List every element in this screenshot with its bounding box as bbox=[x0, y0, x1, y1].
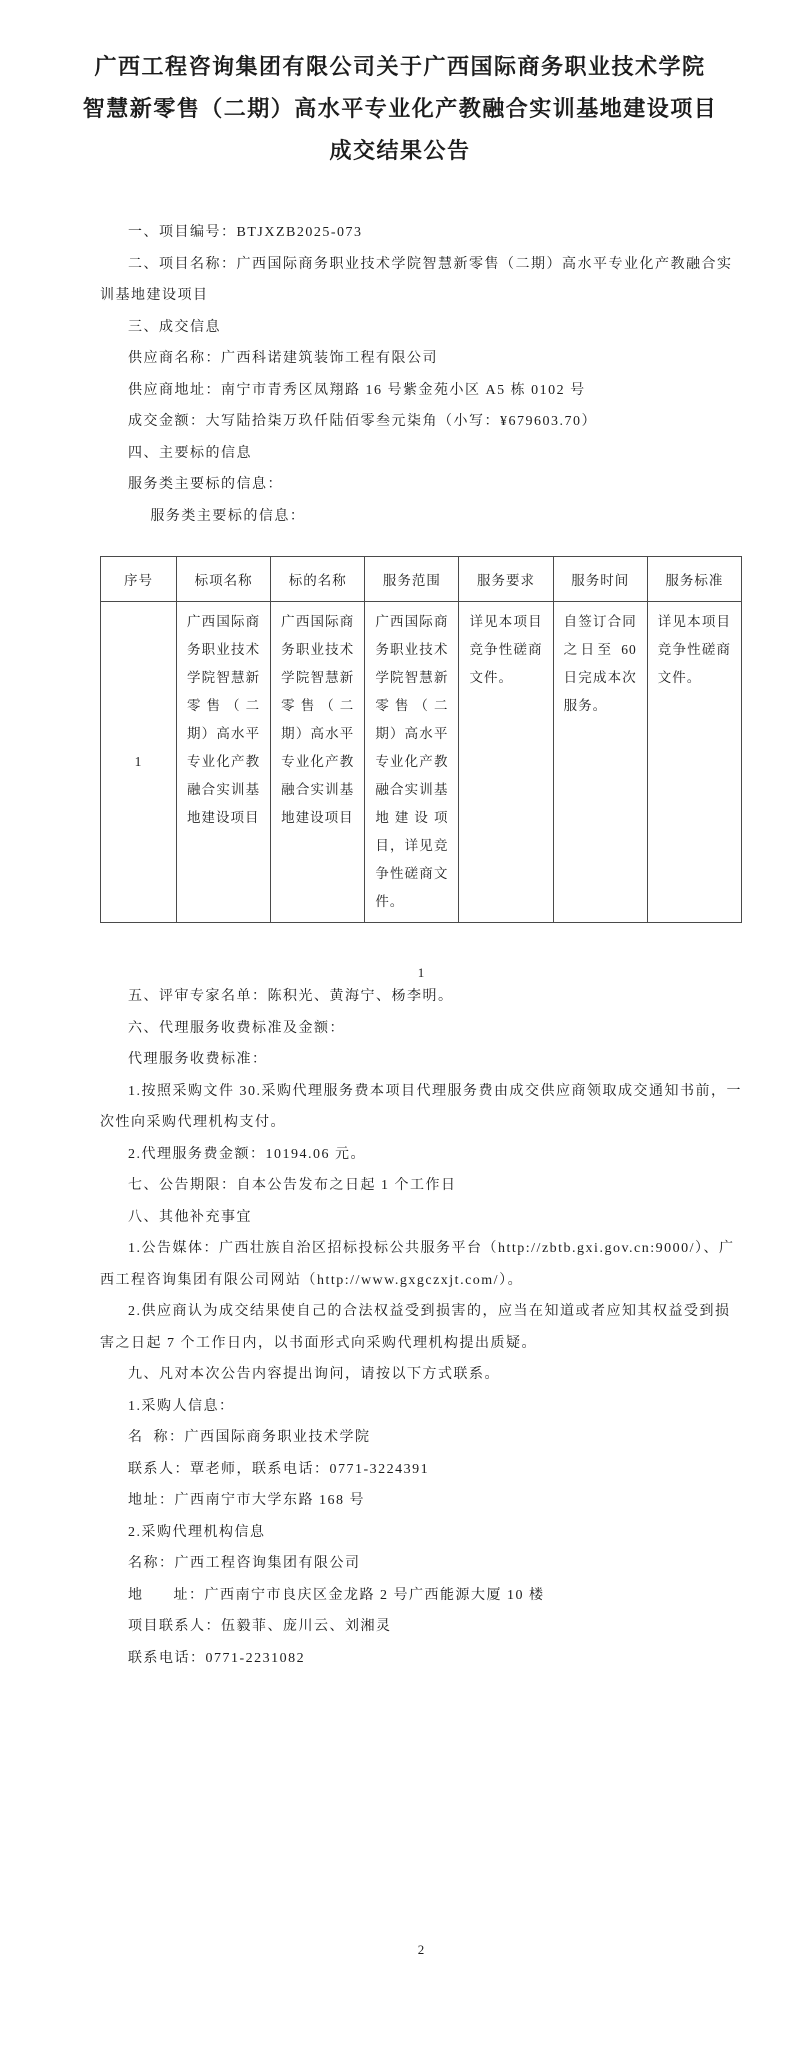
para-subject-heading: 四、主要标的信息 bbox=[128, 445, 252, 461]
para-purchaser-contact: 联系人：覃老师，联系电话：0771-3224391 bbox=[128, 1461, 430, 1477]
table-header-row bbox=[101, 557, 742, 602]
para-purchaser-name: 名 称：广西国际商务职业技术学院 bbox=[128, 1430, 371, 1445]
para-fee-item-1: 1.按照采购文件 30.采购代理服务费本项目代理服务费由成交供应商领取成交通知书前，一次性向采购代理机构支付。 bbox=[100, 1083, 742, 1130]
para-contact-heading: 九、凡对本次公告内容提出询问，请按以下方式联系。 bbox=[128, 1367, 500, 1382]
para-agency-phone: 联系电话：0771-2231082 bbox=[128, 1650, 306, 1666]
document-body bbox=[100, 217, 742, 1958]
cell-service-time: 自签订合同之日至 60 日完成本次服务。 bbox=[553, 602, 647, 923]
para-deal-info-heading: 三、成交信息 bbox=[128, 319, 221, 335]
col-header-service-standard: 服务标准 bbox=[647, 557, 741, 602]
para-deal-amount: 成交金额：大写陆拾柒万玖仟陆佰零叁元柒角（小写：¥679603.70） bbox=[128, 414, 597, 429]
document-title bbox=[0, 46, 800, 172]
para-agency-name: 名称：广西工程咨询集团有限公司 bbox=[128, 1556, 361, 1571]
cell-service-standard: 详见本项目竞争性磋商文件。 bbox=[647, 602, 741, 923]
para-fee-item-2: 2.代理服务费金额：10194.06 元。 bbox=[128, 1146, 366, 1162]
para-supplier-address: 供应商地址：南宁市青秀区凤翔路 16 号紫金苑小区 A5 栋 0102 号 bbox=[128, 382, 586, 398]
page-number-2: 2 bbox=[417, 1942, 425, 1957]
para-project-name: 二、项目名称：广西国际商务职业技术学院智慧新零售（二期）高水平专业化产教融合实训基地建设项目 bbox=[100, 256, 733, 303]
para-fee-standard-label: 代理服务收费标准： bbox=[128, 1052, 268, 1067]
title-line-1: 广西工程咨询集团有限公司关于广西国际商务职业技术学院 bbox=[94, 54, 706, 79]
para-announcement-period: 七、公告期限：自本公告发布之日起 1 个工作日 bbox=[128, 1178, 457, 1193]
para-purchaser-label: 1.采购人信息： bbox=[128, 1398, 235, 1414]
col-header-service-time: 服务时间 bbox=[553, 557, 647, 602]
cell-seq: 1 bbox=[101, 602, 177, 923]
col-header-service-requirement: 服务要求 bbox=[459, 557, 553, 602]
para-purchaser-address: 地址：广西南宁市大学东路 168 号 bbox=[128, 1493, 365, 1508]
para-agency-label: 2.采购代理机构信息 bbox=[128, 1524, 266, 1540]
page-number-1: 1 bbox=[417, 965, 425, 980]
para-agency-address: 地 址：广西南宁市良庆区金龙路 2 号广西能源大厦 10 楼 bbox=[128, 1587, 545, 1603]
para-agency-fee-heading: 六、代理服务收费标准及金额： bbox=[128, 1020, 345, 1036]
subject-info-table bbox=[100, 556, 742, 923]
para-media-item: 1.公告媒体：广西壮族自治区招标投标公共服务平台（http://zbtb.gxi.gov.cn:9000/）、广西工程咨询集团有限公司网站（http://www.gxgczxjt.com/）。 bbox=[100, 1241, 735, 1288]
col-header-seq: 序号 bbox=[101, 557, 177, 602]
col-header-subject-name: 标的名称 bbox=[271, 557, 365, 602]
document-page bbox=[0, 46, 800, 2068]
title-line-3: 成交结果公告 bbox=[329, 138, 471, 163]
cell-service-scope: 广西国际商务职业技术学院智慧新零售（二期）高水平专业化产教融合实训基地建设项目，详见竞争性磋商文件。 bbox=[365, 602, 459, 923]
col-header-service-scope: 服务范围 bbox=[365, 557, 459, 602]
para-supplier-name: 供应商名称：广西科诺建筑装饰工程有限公司 bbox=[128, 351, 438, 366]
col-header-item-name: 标项名称 bbox=[177, 557, 271, 602]
para-service-label-1: 服务类主要标的信息： bbox=[128, 477, 283, 492]
para-project-number: 一、项目编号：BTJXZB2025-073 bbox=[128, 225, 363, 240]
cell-service-requirement: 详见本项目竞争性磋商文件。 bbox=[459, 602, 553, 923]
para-other-heading: 八、其他补充事宜 bbox=[128, 1209, 252, 1225]
cell-subject-name: 广西国际商务职业技术学院智慧新零售（二期）高水平专业化产教融合实训基地建设项目 bbox=[271, 602, 365, 923]
table-row bbox=[101, 602, 742, 923]
para-agency-contacts: 项目联系人：伍毅菲、庞川云、刘湘灵 bbox=[128, 1619, 392, 1634]
cell-item-name: 广西国际商务职业技术学院智慧新零售（二期）高水平专业化产教融合实训基地建设项目 bbox=[177, 602, 271, 923]
para-experts: 五、评审专家名单：陈积光、黄海宁、杨李明。 bbox=[128, 989, 454, 1004]
para-objection-item: 2.供应商认为成交结果使自己的合法权益受到损害的，应当在知道或者应知其权益受到损害之日起 7 个工作日内，以书面形式向采购代理机构提出质疑。 bbox=[100, 1304, 731, 1351]
para-service-label-2: 服务类主要标的信息： bbox=[150, 508, 306, 524]
title-line-2: 智慧新零售（二期）高水平专业化产教融合实训基地建设项目 bbox=[82, 96, 718, 121]
